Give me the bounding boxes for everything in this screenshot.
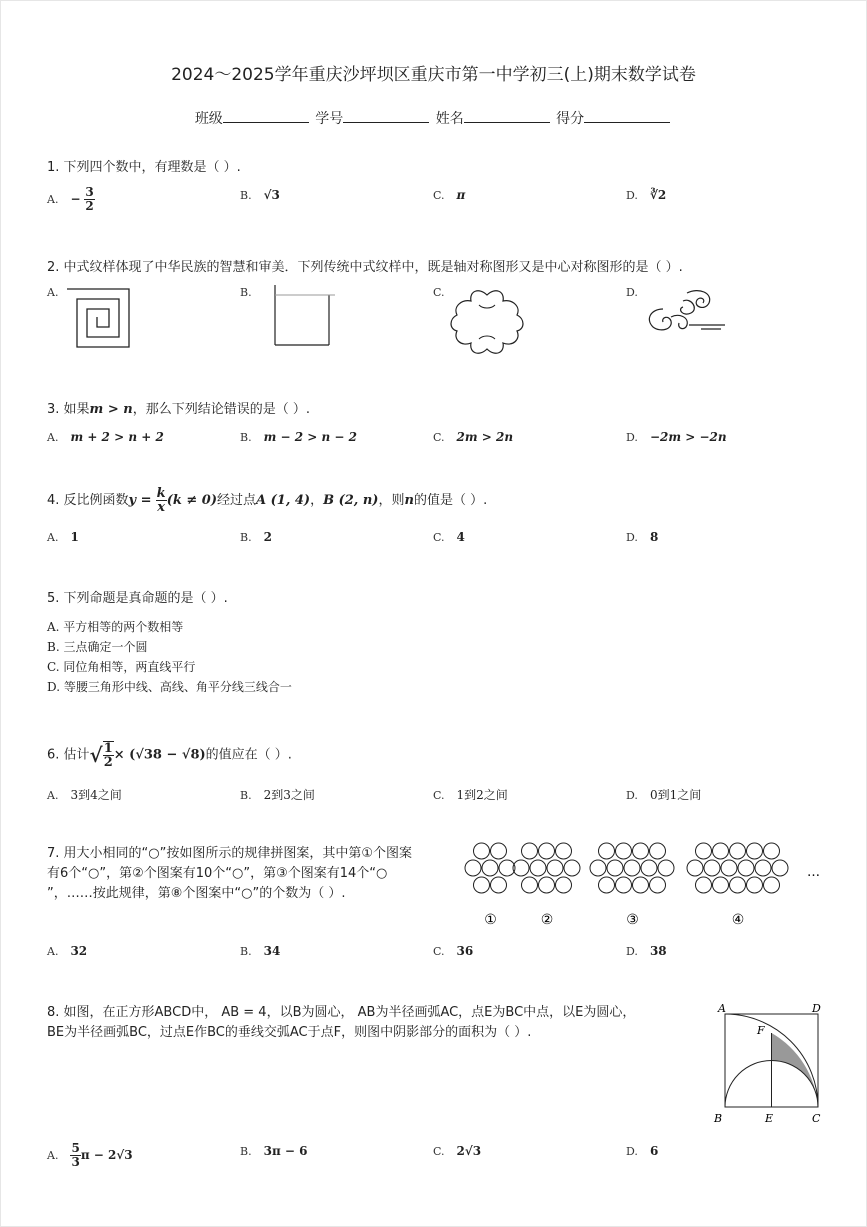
pattern-circle — [755, 860, 771, 876]
q8-c-value: 2√3 — [456, 1144, 482, 1158]
q6-expression: × (√38 − √8) — [113, 747, 206, 763]
q4-b-value: 2 — [263, 530, 272, 544]
question-4-options — [47, 530, 827, 560]
pattern-circle — [607, 860, 623, 876]
option-label: B. — [240, 1145, 252, 1158]
q4-stem-part: 4. 反比例函数 — [47, 493, 129, 508]
name-blank[interactable] — [464, 108, 550, 123]
pattern-circle — [721, 860, 737, 876]
option-label: A. — [47, 193, 59, 206]
q6-d-value: 0到1之间 — [649, 788, 702, 802]
option-label: C. — [433, 286, 445, 299]
q3-c-value: 2m > 2n — [456, 430, 514, 444]
q3-option-a[interactable] — [47, 430, 164, 444]
option-label: A. — [47, 1149, 59, 1162]
pattern-circle — [713, 843, 729, 859]
pattern-circle — [650, 843, 666, 859]
pattern-circle — [650, 877, 666, 893]
q4-separator: ， — [310, 493, 324, 508]
q3-option-c[interactable] — [433, 430, 513, 444]
option-label: B. — [240, 431, 252, 444]
pattern-circle — [633, 843, 649, 859]
pattern-circle — [713, 877, 729, 893]
pattern-circle — [730, 877, 746, 893]
question-8-options — [47, 1142, 827, 1172]
q6-b-value: 2到3之间 — [263, 788, 315, 802]
q8-option-b[interactable] — [240, 1144, 308, 1158]
pattern-circle — [530, 860, 546, 876]
q4-condition: (k ≠ 0) — [166, 493, 217, 508]
option-label: D. — [626, 789, 638, 802]
q6-option-d[interactable] — [626, 786, 701, 803]
option-label: D. — [626, 1145, 638, 1158]
pattern-circle — [556, 843, 572, 859]
q7-line: ”，……按此规律，第⑧个图案中“○”的个数为（ ）. — [47, 886, 346, 901]
q1-option-a[interactable]: A. − $\frac{3}{2}$ — [47, 185, 94, 213]
option-label: C. — [433, 189, 445, 202]
question-7-stem — [47, 844, 457, 904]
pattern-circle — [465, 860, 481, 876]
spiral-pattern-figure — [65, 287, 131, 349]
square-arc-figure — [710, 1000, 825, 1130]
pattern-circle — [687, 860, 703, 876]
q8-line: 8. 如图，在正方形ABCD中， AB = 4，以B为圆心， AB为半径画弧AC，点E为BC中点，以E为圆心， — [47, 1005, 636, 1020]
q8-a-fraction: $\frac{5}{3}$ — [71, 1141, 80, 1169]
pattern-circle — [539, 877, 555, 893]
pattern-label: ④ — [731, 912, 745, 928]
pattern-circle — [522, 877, 538, 893]
point-a-label: A — [718, 1002, 726, 1015]
pattern-circle — [616, 877, 632, 893]
point-c-label: C — [812, 1112, 821, 1125]
pattern-circle — [564, 860, 580, 876]
continuation-dots: … — [807, 865, 820, 880]
option-label: A. — [47, 945, 59, 958]
q7-a-value: 32 — [70, 944, 88, 958]
q4-point-b: B (2, n) — [323, 493, 379, 508]
pattern-circle — [599, 843, 615, 859]
score-blank[interactable] — [584, 108, 670, 123]
q1-option-b[interactable] — [240, 188, 280, 202]
q3-b-value: m − 2 > n − 2 — [263, 430, 357, 444]
q6-stem-part: 的值应在（ ）. — [205, 747, 292, 763]
pattern-circle — [522, 843, 538, 859]
q2-option-b[interactable] — [240, 285, 264, 299]
q3-condition: m > n — [89, 402, 133, 417]
option-label: C. — [433, 531, 445, 544]
q7-option-b[interactable] — [240, 944, 280, 958]
pattern-circle — [491, 843, 507, 859]
q6-option-b[interactable] — [240, 786, 315, 803]
q6-c-value: 1到2之间 — [456, 788, 508, 802]
q5-option-b[interactable]: B. 三点确定一个圆 — [47, 640, 148, 654]
q7-d-value: 38 — [649, 944, 667, 958]
pattern-label: ② — [540, 912, 554, 928]
q4-c-value: 4 — [456, 530, 465, 544]
class-blank[interactable] — [223, 108, 309, 123]
q1-a-fraction: $\frac{3}{2}$ — [85, 185, 94, 213]
q5-option-c[interactable]: C. 同位角相等，两直线平行 — [47, 660, 196, 674]
point-d-label: D — [812, 1002, 821, 1015]
option-label: C. — [433, 1145, 445, 1158]
question-7-options — [47, 944, 827, 974]
q3-a-value: m + 2 > n + 2 — [70, 430, 164, 444]
q6-a-value: 3到4之间 — [70, 788, 122, 802]
option-label: D. — [626, 531, 638, 544]
pattern-circle — [738, 860, 754, 876]
q3-stem-part: ，那么下列结论错误的是（ ）. — [132, 402, 310, 417]
question-3-options — [47, 430, 827, 460]
pattern-circle — [599, 877, 615, 893]
pattern-circle — [747, 843, 763, 859]
option-label: C. — [433, 431, 445, 444]
question-5-stem: 5. 下列命题是真命题的是（ ）. — [47, 591, 228, 606]
option-label: A. — [47, 431, 59, 444]
student-info-line — [0, 108, 867, 128]
q4-function: y = — [128, 493, 152, 508]
pattern-circle — [491, 877, 507, 893]
q8-option-d[interactable] — [626, 1144, 658, 1158]
q8-d-value: 6 — [649, 1144, 659, 1158]
option-label: B. — [240, 189, 252, 202]
q7-option-c[interactable] — [433, 944, 473, 958]
question-1-options — [47, 186, 827, 216]
pattern-circle — [704, 860, 720, 876]
id-blank[interactable] — [343, 108, 429, 123]
q7-line: 7. 用大小相同的“○”按如图所示的规律拼图案，其中第①个图案 — [47, 846, 413, 861]
pattern-circle — [590, 860, 606, 876]
pattern-circle — [764, 877, 780, 893]
option-label: A. — [47, 286, 59, 299]
q4-var: n — [404, 493, 414, 508]
q4-stem-part: ，则 — [378, 493, 405, 508]
q4-point-a: A (1, 4) — [256, 493, 311, 508]
pattern-circle — [474, 843, 490, 859]
q8-option-a[interactable] — [47, 1142, 133, 1169]
point-f-label: F — [757, 1024, 765, 1037]
page-title: 2024～2025学年重庆沙坪坝区重庆市第一中学初三(上)期末数学试卷 — [171, 65, 696, 85]
corner-pattern-figure — [269, 283, 337, 349]
q4-option-b[interactable] — [240, 530, 272, 544]
q4-stem-part: 的值是（ ）. — [413, 493, 488, 508]
q5-option-d[interactable]: D. 等腰三角形中线、高线、角平分线三线合一 — [47, 680, 292, 694]
pattern-circle — [658, 860, 674, 876]
q4-d-value: 8 — [649, 530, 659, 544]
pattern-circle — [474, 877, 490, 893]
pattern-circle — [616, 843, 632, 859]
cloud-knot-figure — [449, 287, 525, 357]
auspicious-cloud-figure — [643, 287, 727, 339]
pattern-circle — [633, 877, 649, 893]
point-e-label: E — [765, 1112, 774, 1125]
q7-option-d[interactable] — [626, 944, 667, 958]
q4-a-value: 1 — [70, 530, 79, 544]
option-label: B. — [240, 286, 252, 299]
q1-c-value: π — [456, 188, 466, 202]
pattern-circle — [772, 860, 788, 876]
option-label: D. — [626, 945, 638, 958]
q1-option-c[interactable] — [433, 188, 465, 202]
pattern-circle — [624, 860, 640, 876]
q7-option-a[interactable] — [47, 944, 87, 958]
option-label: C. — [433, 789, 445, 802]
q8-line: BE为半径画弧BC，过点E作BC的垂线交弧AC于点F，则图中阴影部分的面积为（ ）. — [47, 1025, 532, 1040]
option-label: D. — [626, 189, 638, 202]
q1-b-value: √3 — [263, 188, 280, 202]
q1-d-value: ∛2 — [649, 188, 667, 202]
q3-d-value: −2m > −2n — [649, 430, 727, 444]
q3-option-b[interactable] — [240, 430, 357, 444]
q3-stem-part: 3. 如果 — [47, 402, 90, 417]
pattern-label: ③ — [626, 912, 639, 928]
pattern-circle — [539, 843, 555, 859]
class-label: 班级 — [194, 111, 223, 127]
pattern-circle — [556, 877, 572, 893]
q7-c-value: 36 — [456, 944, 474, 958]
pattern-circle — [747, 877, 763, 893]
q7-line: 有6个“○”，第②个图案有10个“○”，第③个图案有14个“○ — [47, 866, 388, 881]
q6-stem-part: 6. 估计 — [47, 747, 90, 763]
q8-b-value: 3π − 6 — [263, 1144, 308, 1158]
q4-option-d[interactable] — [626, 530, 658, 544]
q8-a-rest: π − 2√3 — [80, 1148, 133, 1162]
question-6-options — [47, 786, 827, 816]
option-label: D. — [626, 431, 638, 444]
question-2-options — [47, 285, 827, 360]
circle-pattern-figure — [455, 840, 830, 932]
question-4-stem — [47, 486, 487, 516]
option-label: A. — [47, 789, 59, 802]
pattern-circle — [482, 860, 498, 876]
pattern-circle — [764, 843, 780, 859]
option-label: B. — [240, 531, 252, 544]
pattern-circle — [641, 860, 657, 876]
question-8-stem — [47, 1003, 697, 1043]
pattern-circle — [696, 843, 712, 859]
q6-option-c[interactable] — [433, 786, 508, 803]
q6-fraction: $\frac{1}{2}$ — [103, 741, 113, 770]
q4-stem-part: 经过点 — [217, 493, 257, 508]
id-label: 学号 — [315, 111, 344, 127]
option-label: A. — [47, 531, 59, 544]
q4-fraction: $\frac{k}{x}$ — [156, 486, 166, 515]
option-label: B. — [240, 789, 252, 802]
question-3-stem — [47, 400, 310, 420]
q4-option-c[interactable] — [433, 530, 465, 544]
option-label: C. — [433, 945, 445, 958]
question-1-stem: 1. 下列四个数中，有理数是（ ）. — [47, 160, 241, 175]
score-label: 得分 — [556, 111, 585, 127]
q7-b-value: 34 — [263, 944, 281, 958]
q1-option-d[interactable] — [626, 188, 666, 202]
question-2-stem: 2. 中式纹样体现了中华民族的智慧和审美．下列传统中式纹样中，既是轴对称图形又是中心对称图形的是（ ）. — [47, 260, 683, 275]
name-label: 姓名 — [435, 111, 464, 127]
option-label: B. — [240, 945, 252, 958]
question-6-stem — [47, 740, 292, 771]
pattern-circle — [696, 877, 712, 893]
q5-option-a[interactable]: A. 平方相等的两个数相等 — [47, 620, 184, 634]
question-5-options — [47, 617, 292, 697]
q3-option-d[interactable] — [626, 430, 727, 444]
q6-option-a[interactable] — [47, 786, 122, 803]
q8-option-c[interactable] — [433, 1144, 481, 1158]
q4-option-a[interactable] — [47, 530, 79, 544]
pattern-circle — [730, 843, 746, 859]
option-label: D. — [626, 286, 638, 299]
pattern-circle — [547, 860, 563, 876]
point-b-label: B — [714, 1112, 723, 1125]
pattern-label: ① — [484, 912, 497, 928]
sqrt-sign: √ — [89, 743, 103, 767]
